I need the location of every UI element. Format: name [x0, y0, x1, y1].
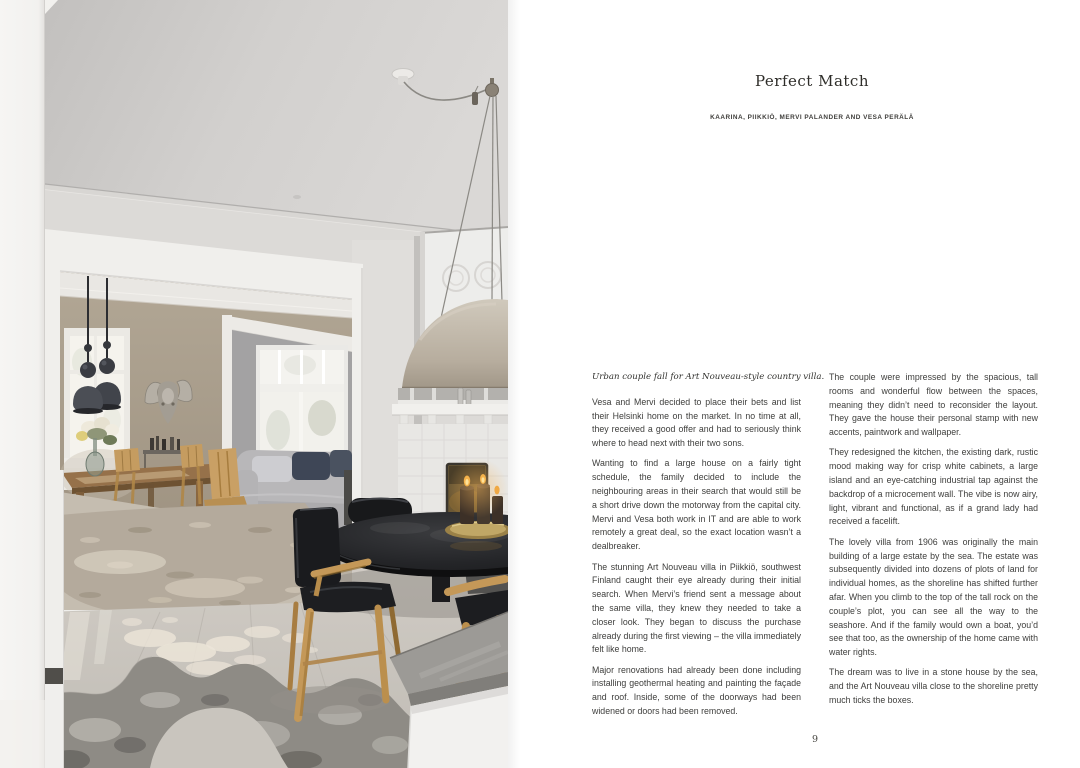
article-subtitle: KAARINA, PIIKKIÖ, MERVI PALANDER AND VESA PERÄLÄ: [710, 114, 914, 121]
article-column-right: [829, 371, 1038, 725]
interior-photo: [0, 0, 508, 768]
article-title: Perfect Match: [755, 72, 869, 90]
article-column-left: [592, 371, 825, 725]
paragraph: The couple were impressed by the spacious, tall rooms and wonderful flow between the spaces, meaning they didn’t need to reconsider the layout. They gave the house their personal stamp with new accents, paintwork and wallpaper.: [829, 372, 1038, 438]
sunlight-patch: [74, 550, 166, 574]
sofa-throw: [252, 456, 292, 482]
paragraph: Major renovations had already been done including installing geothermal heating and painting the façade and roof. Inside, some of the doorways had been widened or doors had been removed.: [592, 664, 801, 717]
kitchen-counter-left: [45, 668, 64, 684]
paragraph: Wanting to find a large house on a fairly tight schedule, the family decided to include the neighbouring areas in their search that would still be a short drive down the motorway from the capital city. Mervi and Vesa both work in IT and are able to work remotely a great deal, so the exact location wasn’t a dealbreaker.: [592, 458, 801, 552]
paragraph: The dream was to live in a stone house by the sea, and the Art Nouveau villa close to the shoreline pretty much ticks the boxes.: [829, 667, 1038, 706]
page-number: 9: [811, 734, 819, 745]
paragraph: The stunning Art Nouveau villa in Piikkiö, southwest Finland caught their eye already during their initial search. When Mervi’s friend sent a message about the same villa, they knew they needed to take a closer look. They began to discuss the purchase already during the first viewing – the villa immediately felt like home.: [592, 561, 801, 655]
article-body: [592, 371, 1038, 725]
page-gutter-shadow: [508, 0, 520, 768]
right-page: [508, 0, 1080, 768]
paragraph: They redesigned the kitchen, the existing dark, rustic mood making way for crisp white cabinets, a large island and an eye-catching industrial tap against the backdrop of a microcement wall. The vibe is now airy, light, vibrant and functional, as if a grand lady had received a facelift.: [829, 447, 1038, 527]
paragraph: Vesa and Mervi decided to place their bets and list their Helsinki home on the market. In no time at all, they received a good offer and had to seriously think where to head next with their two sons.: [592, 396, 801, 449]
paragraph: The lovely villa from 1906 was originally the main building of a large estate by the sea. The estate was subsequently divided into dozens of plots of land for individual homes, as the shoreline has shifted further afar. When you climb to the top of the tall rock on the couple’s plot, you can see all the way to the seashore. And if the family would own a boat, you’d see that too, as the ownership of the home came with water rights.: [829, 536, 1038, 658]
kitchen-cabinet-left: [45, 470, 64, 768]
mantel-shelf: [392, 404, 508, 415]
navy-cushion: [292, 452, 330, 480]
candle-flame: [494, 486, 499, 495]
article-lead: Urban couple fall for Art Nouveau-style country villa.: [592, 372, 825, 382]
left-page-photo: [0, 0, 508, 768]
